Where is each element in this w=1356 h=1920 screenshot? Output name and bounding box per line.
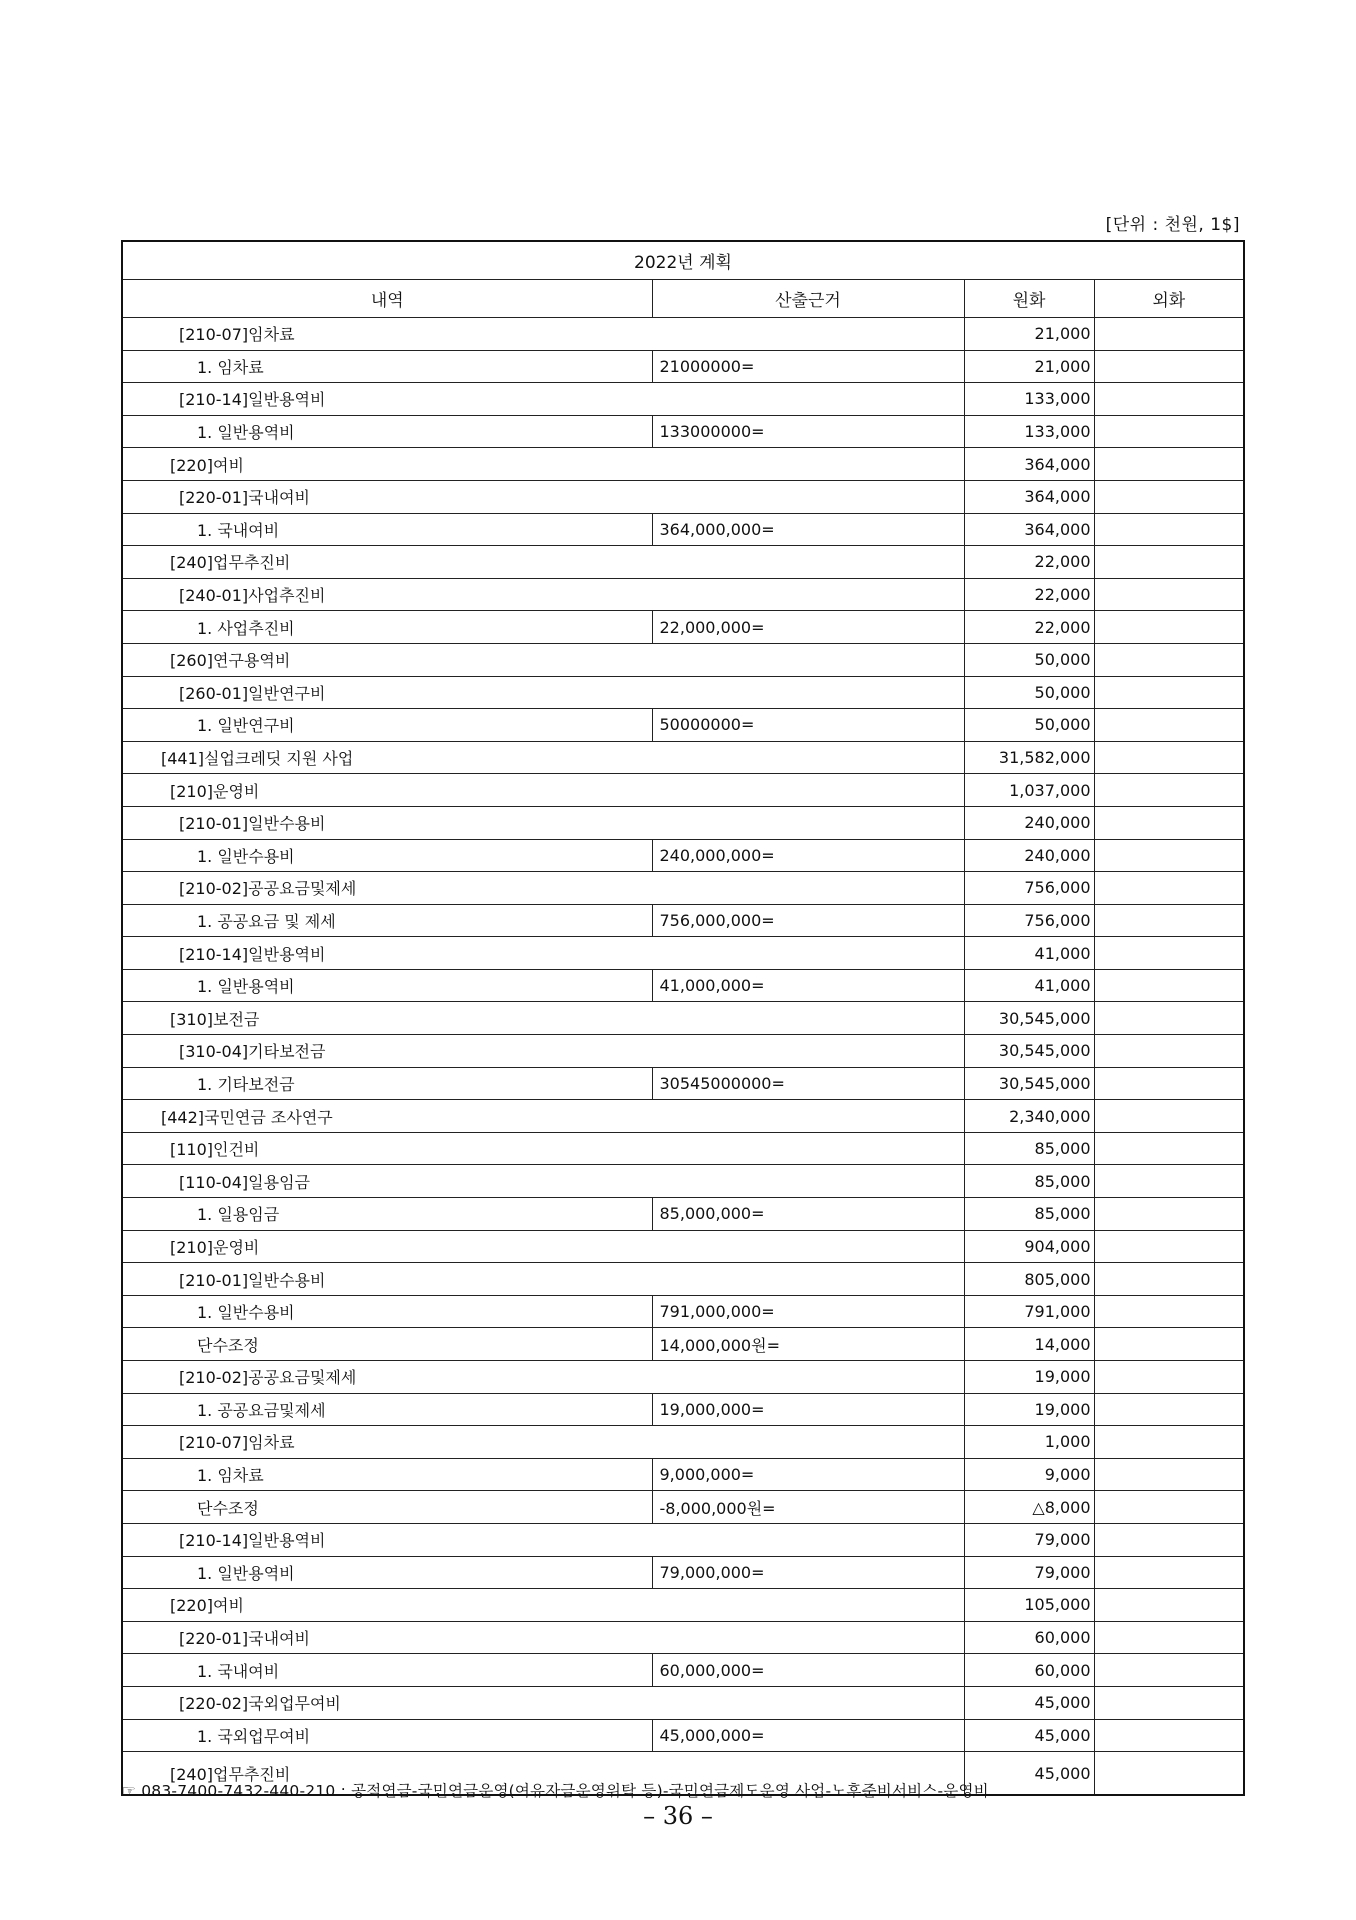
fx-cell — [1094, 1426, 1244, 1459]
basis-cell: 240,000,000= — [652, 839, 964, 872]
item-cell: [210-01]일반수용비 — [122, 1263, 964, 1296]
krw-cell: 79,000 — [964, 1523, 1094, 1556]
fx-cell — [1094, 1556, 1244, 1589]
item-cell: 단수조정 — [122, 1491, 652, 1524]
krw-cell: 85,000 — [964, 1132, 1094, 1165]
item-cell: 1. 일반용역비 — [122, 969, 652, 1002]
basis-cell: -8,000,000원= — [652, 1491, 964, 1524]
basis-cell: 79,000,000= — [652, 1556, 964, 1589]
table-body — [122, 318, 1244, 1796]
krw-cell: 240,000 — [964, 806, 1094, 839]
table-row — [122, 318, 1244, 351]
fx-cell — [1094, 415, 1244, 448]
krw-cell: 22,000 — [964, 546, 1094, 579]
krw-cell: 1,000 — [964, 1426, 1094, 1459]
krw-cell: 31,582,000 — [964, 741, 1094, 774]
table-row — [122, 383, 1244, 416]
budget-table — [121, 240, 1245, 1796]
fx-cell — [1094, 383, 1244, 416]
item-cell: 1. 국내여비 — [122, 1654, 652, 1687]
krw-cell: 14,000 — [964, 1328, 1094, 1361]
table-row — [122, 1426, 1244, 1459]
table-row — [122, 513, 1244, 546]
table-row — [122, 448, 1244, 481]
fx-cell — [1094, 513, 1244, 546]
item-cell: 1. 일반수용비 — [122, 1295, 652, 1328]
fx-cell — [1094, 448, 1244, 481]
krw-cell: 50,000 — [964, 676, 1094, 709]
fx-cell — [1094, 872, 1244, 905]
fx-cell — [1094, 1328, 1244, 1361]
item-cell: 1. 공공요금 및 제세 — [122, 904, 652, 937]
table-row — [122, 806, 1244, 839]
table-row — [122, 546, 1244, 579]
item-cell: 1. 일반수용비 — [122, 839, 652, 872]
item-cell: [210-14]일반용역비 — [122, 1523, 964, 1556]
fx-cell — [1094, 839, 1244, 872]
basis-cell: 50000000= — [652, 709, 964, 742]
fx-cell — [1094, 611, 1244, 644]
krw-cell: 22,000 — [964, 611, 1094, 644]
basis-cell: 21000000= — [652, 350, 964, 383]
table-row — [122, 1263, 1244, 1296]
item-cell: [260]연구용역비 — [122, 643, 964, 676]
basis-cell: 133000000= — [652, 415, 964, 448]
table-row — [122, 480, 1244, 513]
krw-cell: 364,000 — [964, 448, 1094, 481]
fx-cell — [1094, 774, 1244, 807]
item-cell: 1. 임차료 — [122, 1458, 652, 1491]
fx-cell — [1094, 1100, 1244, 1133]
krw-cell: 364,000 — [964, 480, 1094, 513]
krw-cell: 41,000 — [964, 969, 1094, 1002]
basis-cell: 22,000,000= — [652, 611, 964, 644]
krw-cell: 79,000 — [964, 1556, 1094, 1589]
fx-cell — [1094, 709, 1244, 742]
table-row — [122, 1556, 1244, 1589]
table-row — [122, 709, 1244, 742]
fx-cell — [1094, 1295, 1244, 1328]
basis-cell: 756,000,000= — [652, 904, 964, 937]
table-row — [122, 1165, 1244, 1198]
item-cell: 1. 국내여비 — [122, 513, 652, 546]
krw-cell: 30,545,000 — [964, 1002, 1094, 1035]
item-cell: [240]업무추진비 — [122, 1752, 964, 1796]
fx-cell — [1094, 1132, 1244, 1165]
table-row — [122, 904, 1244, 937]
basis-cell: 364,000,000= — [652, 513, 964, 546]
krw-cell: 21,000 — [964, 318, 1094, 351]
item-cell: [210-01]일반수용비 — [122, 806, 964, 839]
item-cell: [310]보전금 — [122, 1002, 964, 1035]
krw-cell: 9,000 — [964, 1458, 1094, 1491]
basis-cell: 30545000000= — [652, 1067, 964, 1100]
table-row — [122, 1491, 1244, 1524]
fx-cell — [1094, 937, 1244, 970]
table-row — [122, 1686, 1244, 1719]
fx-cell — [1094, 318, 1244, 351]
fx-cell — [1094, 1002, 1244, 1035]
table-row — [122, 1198, 1244, 1231]
table-row — [122, 1035, 1244, 1068]
item-cell: [110-04]일용임금 — [122, 1165, 964, 1198]
fx-cell — [1094, 676, 1244, 709]
table-row — [122, 872, 1244, 905]
table-row — [122, 1361, 1244, 1394]
basis-cell: 41,000,000= — [652, 969, 964, 1002]
fx-cell — [1094, 1686, 1244, 1719]
krw-cell: 45,000 — [964, 1752, 1094, 1796]
header-item: 내역 — [122, 280, 652, 318]
krw-cell: 45,000 — [964, 1686, 1094, 1719]
item-cell: [210-07]임차료 — [122, 1426, 964, 1459]
item-cell: 1. 일반용역비 — [122, 415, 652, 448]
fx-cell — [1094, 546, 1244, 579]
table-row — [122, 1523, 1244, 1556]
fx-cell — [1094, 350, 1244, 383]
fx-cell — [1094, 1035, 1244, 1068]
krw-cell: 19,000 — [964, 1361, 1094, 1394]
fx-cell — [1094, 643, 1244, 676]
krw-cell: 105,000 — [964, 1589, 1094, 1622]
fx-cell — [1094, 741, 1244, 774]
item-cell: [240-01]사업추진비 — [122, 578, 964, 611]
table-row — [122, 839, 1244, 872]
krw-cell: 21,000 — [964, 350, 1094, 383]
fx-cell — [1094, 806, 1244, 839]
fx-cell — [1094, 969, 1244, 1002]
item-cell: [220]여비 — [122, 448, 964, 481]
item-cell: [240]업무추진비 — [122, 546, 964, 579]
fx-cell — [1094, 578, 1244, 611]
item-cell: 1. 사업추진비 — [122, 611, 652, 644]
krw-cell: 22,000 — [964, 578, 1094, 611]
krw-cell: 133,000 — [964, 415, 1094, 448]
krw-cell: 60,000 — [964, 1654, 1094, 1687]
item-cell: [220]여비 — [122, 1589, 964, 1622]
fx-cell — [1094, 1523, 1244, 1556]
krw-cell: 756,000 — [964, 904, 1094, 937]
table-row — [122, 1100, 1244, 1133]
basis-cell: 19,000,000= — [652, 1393, 964, 1426]
krw-cell: 85,000 — [964, 1165, 1094, 1198]
krw-cell: 904,000 — [964, 1230, 1094, 1263]
header-basis: 산출근거 — [652, 280, 964, 318]
krw-cell: 805,000 — [964, 1263, 1094, 1296]
krw-cell: 2,340,000 — [964, 1100, 1094, 1133]
page-number: – 36 – — [643, 1802, 713, 1830]
fx-cell — [1094, 1752, 1244, 1796]
item-cell: 1. 임차료 — [122, 350, 652, 383]
krw-cell: 19,000 — [964, 1393, 1094, 1426]
fx-cell — [1094, 1719, 1244, 1752]
table-row — [122, 676, 1244, 709]
basis-cell: 14,000,000원= — [652, 1328, 964, 1361]
item-cell: [220-02]국외업무여비 — [122, 1686, 964, 1719]
table-row — [122, 1393, 1244, 1426]
item-cell: 1. 공공요금및제세 — [122, 1393, 652, 1426]
krw-cell: 133,000 — [964, 383, 1094, 416]
table-row — [122, 578, 1244, 611]
krw-cell: 60,000 — [964, 1621, 1094, 1654]
krw-cell: 85,000 — [964, 1198, 1094, 1231]
table-row — [122, 1132, 1244, 1165]
fx-cell — [1094, 904, 1244, 937]
item-cell: [210-07]임차료 — [122, 318, 964, 351]
table-row — [122, 1295, 1244, 1328]
fx-cell — [1094, 1263, 1244, 1296]
header-fx: 외화 — [1094, 280, 1244, 318]
item-cell: [210-02]공공요금및제세 — [122, 1361, 964, 1394]
item-cell: [220-01]국내여비 — [122, 480, 964, 513]
basis-cell: 9,000,000= — [652, 1458, 964, 1491]
table-row — [122, 937, 1244, 970]
item-cell: [210-02]공공요금및제세 — [122, 872, 964, 905]
table-row — [122, 1621, 1244, 1654]
table-row — [122, 643, 1244, 676]
table-row — [122, 350, 1244, 383]
table-row — [122, 1654, 1244, 1687]
basis-cell: 45,000,000= — [652, 1719, 964, 1752]
item-cell: 1. 국외업무여비 — [122, 1719, 652, 1752]
krw-cell: 50,000 — [964, 709, 1094, 742]
basis-cell: 85,000,000= — [652, 1198, 964, 1231]
item-cell: [220-01]국내여비 — [122, 1621, 964, 1654]
fx-cell — [1094, 1589, 1244, 1622]
item-cell: [442]국민연금 조사연구 — [122, 1100, 964, 1133]
item-cell: [210]운영비 — [122, 1230, 964, 1263]
item-cell: [260-01]일반연구비 — [122, 676, 964, 709]
krw-cell: 30,545,000 — [964, 1067, 1094, 1100]
table-row — [122, 415, 1244, 448]
krw-cell: 364,000 — [964, 513, 1094, 546]
item-cell: [310-04]기타보전금 — [122, 1035, 964, 1068]
krw-cell: 791,000 — [964, 1295, 1094, 1328]
table-row — [122, 1719, 1244, 1752]
fx-cell — [1094, 1230, 1244, 1263]
table-title: 2022년 계획 — [122, 241, 1244, 280]
krw-cell: 756,000 — [964, 872, 1094, 905]
krw-cell: △8,000 — [964, 1491, 1094, 1524]
item-cell: [110]인건비 — [122, 1132, 964, 1165]
fx-cell — [1094, 1361, 1244, 1394]
table-row — [122, 1328, 1244, 1361]
item-cell: [210-14]일반용역비 — [122, 937, 964, 970]
table-row — [122, 1067, 1244, 1100]
item-cell: 1. 일용임금 — [122, 1198, 652, 1231]
table-row — [122, 1230, 1244, 1263]
item-cell: 1. 일반연구비 — [122, 709, 652, 742]
fx-cell — [1094, 1198, 1244, 1231]
fx-cell — [1094, 480, 1244, 513]
fx-cell — [1094, 1621, 1244, 1654]
krw-cell: 240,000 — [964, 839, 1094, 872]
table-row — [122, 741, 1244, 774]
item-cell: 1. 기타보전금 — [122, 1067, 652, 1100]
footnote: ☞ 083-7400-7432-440-210 : 공적연금-국민연금운영(여유자금운영위탁 등)-국민연금제도운영 사업-노후준비서비스-운영비 — [122, 1782, 989, 1800]
fx-cell — [1094, 1491, 1244, 1524]
fx-cell — [1094, 1458, 1244, 1491]
table-row — [122, 1458, 1244, 1491]
fx-cell — [1094, 1067, 1244, 1100]
krw-cell: 1,037,000 — [964, 774, 1094, 807]
item-cell: [441]실업크레딧 지원 사업 — [122, 741, 964, 774]
basis-cell: 60,000,000= — [652, 1654, 964, 1687]
item-cell: [210-14]일반용역비 — [122, 383, 964, 416]
table-row — [122, 1589, 1244, 1622]
table-row — [122, 1002, 1244, 1035]
fx-cell — [1094, 1165, 1244, 1198]
header-krw: 원화 — [964, 280, 1094, 318]
item-cell: 단수조정 — [122, 1328, 652, 1361]
krw-cell: 45,000 — [964, 1719, 1094, 1752]
table-row — [122, 774, 1244, 807]
item-cell: 1. 일반용역비 — [122, 1556, 652, 1589]
fx-cell — [1094, 1393, 1244, 1426]
fx-cell — [1094, 1654, 1244, 1687]
table-row — [122, 969, 1244, 1002]
krw-cell: 30,545,000 — [964, 1035, 1094, 1068]
krw-cell: 41,000 — [964, 937, 1094, 970]
basis-cell: 791,000,000= — [652, 1295, 964, 1328]
krw-cell: 50,000 — [964, 643, 1094, 676]
table-row — [122, 611, 1244, 644]
unit-note: [단위 : 천원, 1$] — [1105, 215, 1240, 235]
item-cell: [210]운영비 — [122, 774, 964, 807]
